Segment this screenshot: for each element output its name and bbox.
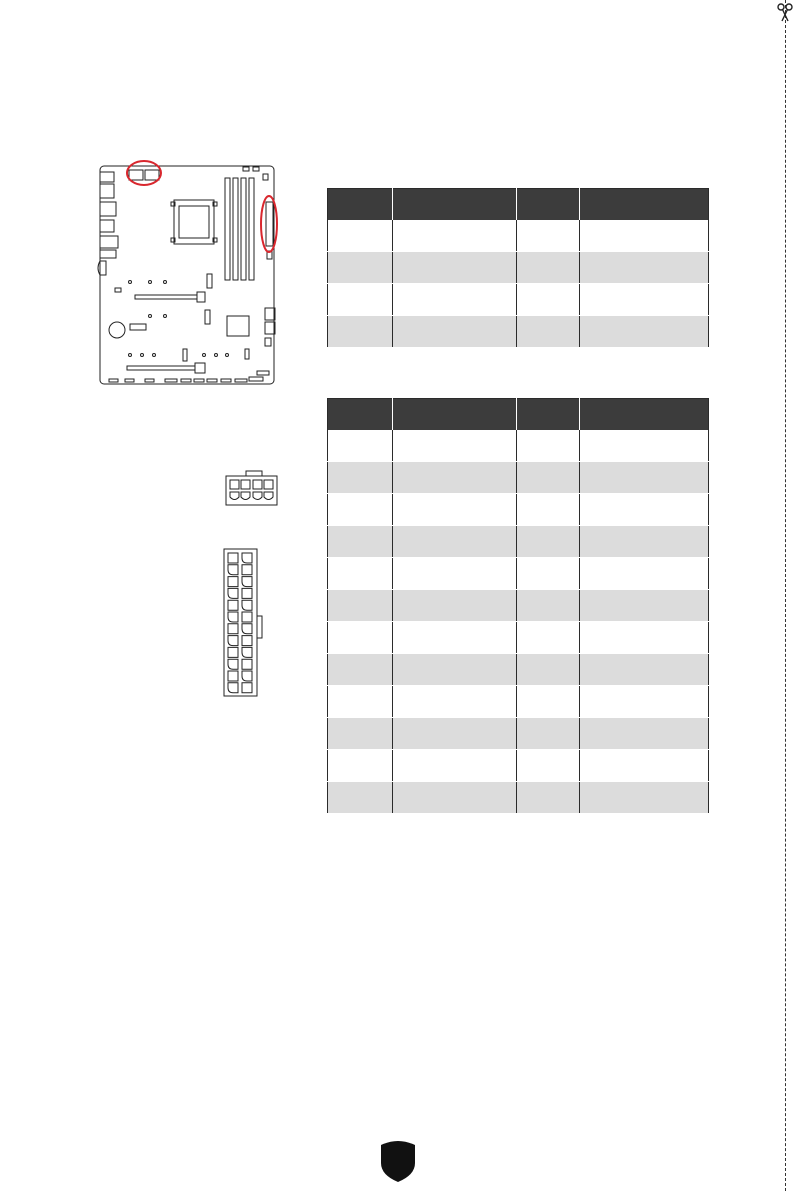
table-cell	[517, 284, 580, 316]
table-cell	[393, 220, 517, 252]
connector-pin	[228, 588, 238, 598]
motherboard-layout-diagram	[95, 158, 285, 390]
table-cell	[517, 462, 580, 494]
table-cell	[517, 316, 580, 348]
table-cell	[328, 462, 393, 494]
table-cell	[393, 284, 517, 316]
connector-pin	[242, 636, 252, 646]
atx-power-pin-table	[327, 188, 709, 348]
table-header-cell	[580, 399, 709, 431]
table-row	[328, 462, 709, 494]
cpu-8pin-connector-diagram	[224, 470, 280, 508]
table-cell	[328, 622, 393, 654]
table-header-cell	[393, 399, 517, 431]
table-header-cell	[328, 399, 393, 431]
connector-pin	[242, 553, 252, 563]
table-cell	[580, 622, 709, 654]
table-cell	[580, 430, 709, 462]
table-cell	[580, 782, 709, 814]
table-row	[328, 220, 709, 252]
table-row	[328, 284, 709, 316]
table-cell	[328, 782, 393, 814]
atx-24pin-connector-diagram	[222, 548, 264, 698]
connector-pin	[228, 577, 238, 587]
table-row	[328, 252, 709, 284]
table-cell	[517, 590, 580, 622]
table-cell	[328, 558, 393, 590]
table-cell	[517, 686, 580, 718]
connector-pin	[242, 624, 252, 634]
table-cell	[393, 782, 517, 814]
table-cell	[580, 590, 709, 622]
table-cell	[580, 718, 709, 750]
shield-icon	[378, 1139, 418, 1183]
table-row	[328, 526, 709, 558]
table-cell	[393, 750, 517, 782]
table-cell	[517, 220, 580, 252]
table-row	[328, 782, 709, 814]
table-cell	[393, 316, 517, 348]
connector-pin	[242, 683, 252, 693]
table-header-cell	[580, 189, 709, 221]
connector-pin	[242, 600, 252, 610]
table-cell	[517, 622, 580, 654]
table-cell	[393, 686, 517, 718]
table-cell	[517, 782, 580, 814]
table-cell	[517, 750, 580, 782]
table-cell	[580, 220, 709, 252]
table-cell	[580, 750, 709, 782]
table-cell	[517, 430, 580, 462]
table-cell	[393, 252, 517, 284]
table-cell	[517, 526, 580, 558]
table-cell	[328, 654, 393, 686]
connector-pin	[228, 612, 238, 622]
connector-pin	[242, 577, 252, 587]
table-row	[328, 750, 709, 782]
table-cell	[328, 750, 393, 782]
table-cell	[393, 558, 517, 590]
table-cell	[328, 284, 393, 316]
table-cell	[580, 558, 709, 590]
table-row	[328, 718, 709, 750]
cpu-power-pin-table	[327, 398, 709, 814]
table-cell	[580, 686, 709, 718]
connector-pin	[242, 565, 252, 575]
connector-pin	[228, 659, 238, 669]
table-cell	[328, 494, 393, 526]
table-cell	[393, 718, 517, 750]
table-row	[328, 494, 709, 526]
connector-pin	[228, 565, 238, 575]
table-cell	[328, 590, 393, 622]
table-cell	[393, 494, 517, 526]
table-cell	[580, 284, 709, 316]
table-cell	[580, 494, 709, 526]
table-cell	[328, 316, 393, 348]
connector-pin	[228, 600, 238, 610]
table-cell	[328, 686, 393, 718]
table-cell	[580, 654, 709, 686]
table-cell	[393, 462, 517, 494]
table-row	[328, 654, 709, 686]
table-header-cell	[517, 189, 580, 221]
connector-pin	[242, 612, 252, 622]
table-cell	[328, 252, 393, 284]
table-cell	[517, 654, 580, 686]
table-row	[328, 316, 709, 348]
table-header-cell	[328, 189, 393, 221]
table-row	[328, 590, 709, 622]
table-cell	[328, 718, 393, 750]
table-cell	[393, 590, 517, 622]
table-row	[328, 558, 709, 590]
table-header-row	[328, 189, 709, 221]
scissors-icon	[775, 2, 794, 22]
table-cell	[517, 494, 580, 526]
table-cell	[580, 526, 709, 558]
connector-pin	[228, 647, 238, 657]
connector-pin	[228, 553, 238, 563]
table-row	[328, 622, 709, 654]
table-row	[328, 686, 709, 718]
connector-pin	[242, 647, 252, 657]
table-cell	[517, 718, 580, 750]
connector-pin	[242, 659, 252, 669]
table-cell	[393, 654, 517, 686]
table-header-cell	[517, 399, 580, 431]
table-cell	[517, 558, 580, 590]
table-cell	[328, 430, 393, 462]
connector-pin	[228, 671, 238, 681]
table-cell	[580, 316, 709, 348]
table-cell	[328, 220, 393, 252]
table-row	[328, 430, 709, 462]
table-cell	[517, 252, 580, 284]
connector-pin	[228, 683, 238, 693]
table-cell	[393, 622, 517, 654]
connector-pin	[242, 588, 252, 598]
table-header-cell	[393, 189, 517, 221]
table-cell	[328, 526, 393, 558]
table-cell	[580, 462, 709, 494]
table-header-row	[328, 399, 709, 431]
table-cell	[393, 430, 517, 462]
table-cell	[580, 252, 709, 284]
connector-pin	[228, 636, 238, 646]
table-cell	[393, 526, 517, 558]
connector-latch	[257, 616, 262, 638]
connector-pin	[242, 671, 252, 681]
connector-pin	[228, 624, 238, 634]
cut-line	[785, 0, 786, 1191]
